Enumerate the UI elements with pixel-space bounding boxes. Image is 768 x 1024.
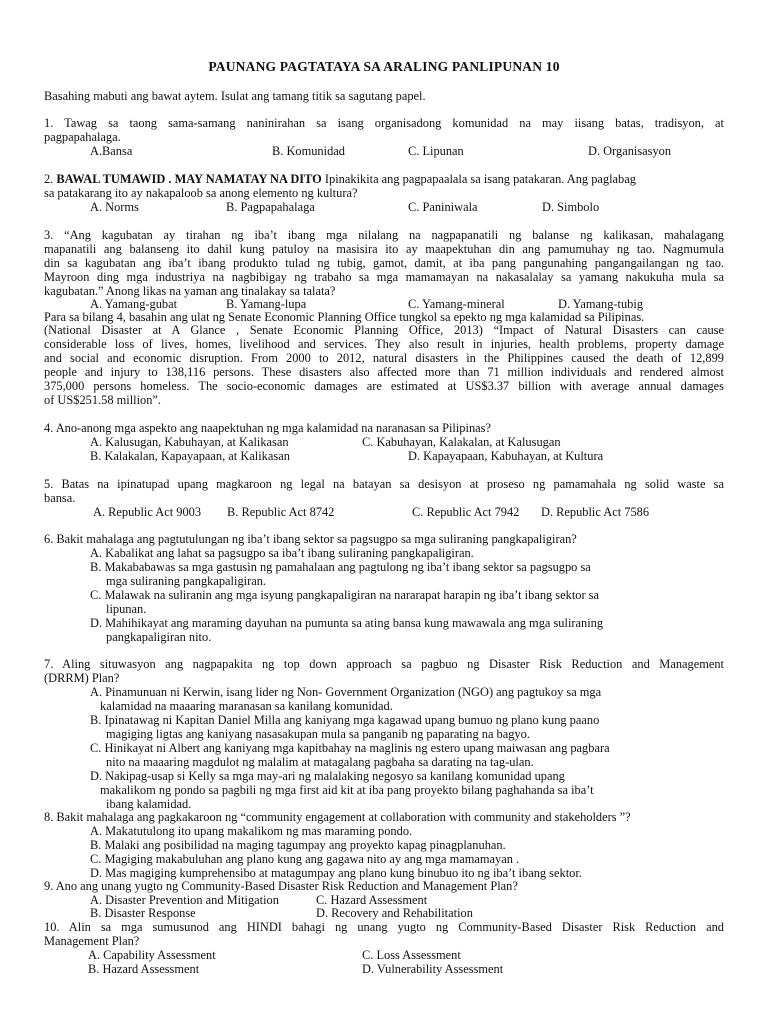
q8-stem: 8. Bakit mahalaga ang pagkakaroon ng “community engagement at collaboration with community and stakeholders ”? [44, 810, 631, 824]
instructions: Basahing mabuti ang bawat aytem. Isulat ang tamang titik sa sagutang papel. [44, 89, 426, 103]
q7-stem-line-2: (DRRM) Plan? [44, 671, 120, 685]
q7-choice-c-cont: nito na maaaring magdulot ng malalim at matagalang pagbaha sa darating na tag-ulan. [106, 755, 534, 769]
q3-stem-line-2: mapanatili ang balanseng ito dahil kung patuloy na masisira ito ay maapektuhan din ang pamumuhay ng tao. Nagmumula [44, 242, 724, 256]
q10-choice-d: D. Vulnerability Assessment [362, 962, 504, 976]
q6-choice-c-cont: lipunan. [106, 602, 147, 616]
q3-choice-a: A. Yamang-gubat [90, 297, 178, 311]
q8-choice-a: A. Makatutulong ito upang makalikom ng mas maraming pondo. [90, 824, 413, 838]
q5-choice-a: A. Republic Act 9003 [93, 505, 202, 519]
q1-stem-line-2: pagpapahalaga. [44, 130, 121, 144]
passage-line-2: (National Disaster at A Glance , Senate Economic Planning Office, 2013) “Impact of Natural Disasters can cause [44, 323, 724, 337]
q2-choice-d: D. Simbolo [542, 200, 600, 214]
q6-stem: 6. Bakit mahalaga ang pagtutulungan ng iba’t ibang sektor sa pagsugpo sa mga suliraning pangkapaligiran? [44, 532, 577, 546]
q7-choice-c: C. Hinikayat ni Albert ang kaniyang mga kapitbahay na maglinis ng estero upang maiwasan ang pagbara [90, 741, 610, 755]
passage-line-5: people and injury to 138,116 persons. These disasters also affected more than 71 million individuals and rendered almost [44, 365, 724, 379]
q2-choice-c: C. Paniniwala [408, 200, 478, 214]
q3-choice-c: C. Yamang-mineral [408, 297, 505, 311]
q9-stem: 9. Ano ang unang yugto ng Community-Based Disaster Risk Reduction and Management Plan? [44, 879, 518, 893]
q7-choice-d-cont-1: makalikom ng pondo sa pagbili ng mga first aid kit at iba pang proyekto bilang paghahanda sa iba’t [100, 783, 594, 797]
q2-choice-a: A. Norms [90, 200, 139, 214]
q7-choice-b: B. Ipinatawag ni Kapitan Daniel Milla ang kaniyang mga kagawad upang bumuo ng plano kung paano [90, 713, 600, 727]
q8-choice-c: C. Magiging makabuluhan ang plano kung ang gagawa nito ay ang mga mamamayan . [90, 852, 520, 866]
q1-stem-line-1: 1. Tawag sa taong sama-samang naninirahan sa isang organisadong komunidad na may iisang batas, tradisyon, at [44, 116, 724, 130]
q1-choice-d: D. Organisasyon [588, 144, 672, 158]
passage-line-6: 375,000 persons homeless. The socio-economic damages are estimated at US$3.37 billion with average annual damages [44, 379, 724, 393]
q1-choice-a: A.Bansa [90, 144, 133, 158]
q6-choice-c: C. Malawak na suliranin ang mga isyung pangkapaligiran na nararapat harapin ng iba’t ibang sektor sa [90, 588, 600, 602]
q3-stem-line-3: din sa kagubatan ang iba’t ibang produkto tulad ng tubig, gamot, damit, at iba pang pangunahing pangangailangan ng tao. [44, 256, 724, 270]
q3-choice-d: D. Yamang-tubig [558, 297, 644, 311]
q9-choice-b: B. Disaster Response [90, 906, 196, 920]
q2-number: 2. [44, 172, 54, 186]
q2-choice-b: B. Pagpapahalaga [226, 200, 315, 214]
passage-line-3: considerable loss of lives, homes, livelihood and services. They also result in injuries, health problems, property damage [44, 337, 724, 351]
q10-stem-line-1: 10. Alin sa mga sumusunod ang HINDI bahagi ng unang yugto ng Community-Based Disaster Risk Reduction and [44, 920, 724, 934]
q10-choice-a: A. Capability Assessment [88, 948, 216, 962]
q10-choice-b: B. Hazard Assessment [88, 962, 200, 976]
q7-choice-d-cont-2: ibang kalamidad. [106, 797, 192, 811]
q4-stem: 4. Ano-anong mga aspekto ang naapektuhan ng mga kalamidad na naranasan sa Pilipinas? [44, 421, 491, 435]
q4-choice-b: B. Kalakalan, Kapayapaan, at Kalikasan [90, 449, 290, 463]
q2-stem-line-1 [44, 172, 724, 186]
passage-line-7: of US$251.58 million”. [44, 393, 162, 407]
q6-choice-a: A. Kabalikat ang lahat sa pagsugpo sa iba’t ibang suliraning pangkapaligiran. [90, 546, 474, 560]
q9-choice-a: A. Disaster Prevention and Mitigation [90, 893, 279, 907]
q10-stem-line-2: Management Plan? [44, 934, 140, 948]
page-title: PAUNANG PAGTATAYA SA ARALING PANLIPUNAN 10 [208, 59, 560, 74]
q3-choice-b: B. Yamang-lupa [226, 297, 307, 311]
q6-choice-d: D. Mahihikayat ang maraming dayuhan na pumunta sa ating bansa kung mawawala ang mga suliraning [90, 616, 604, 630]
q8-choice-b: B. Malaki ang posibilidad na maging tagumpay ang proyekto kapag pinagplanuhan. [90, 838, 506, 852]
q5-choice-c: C. Republic Act 7942 [412, 505, 520, 519]
q4-choice-a: A. Kalusugan, Kabuhayan, at Kalikasan [90, 435, 289, 449]
q3-stem-line-4: Mayroon ding mga industriya na nagbibigay ng trabaho sa mga mamamayan na nakasalalay sa yamang nakukuha mula sa [44, 270, 724, 284]
q7-choice-b-cont: magiging ligtas ang kaniyang nasasakupan mula sa panganib ng paparating na bagyo. [106, 727, 530, 741]
q7-choice-d: D. Nakipag-usap si Kelly sa mga may-ari ng malalaking negosyo sa kanilang komunidad upang [90, 769, 565, 783]
q9-choice-c: C. Hazard Assessment [316, 893, 428, 907]
q6-choice-b: B. Makababawas sa mga gastusin ng pamahalaan ang pagtulong ng iba’t ibang sektor sa pagsugpo sa [90, 560, 591, 574]
q1-choice-b: B. Komunidad [272, 144, 345, 158]
q9-choice-d: D. Recovery and Rehabilitation [316, 906, 473, 920]
passage-line-1: Para sa bilang 4, basahin ang ulat ng Senate Economic Planning Office tungkol sa epekto ng mga kalamidad sa Pilipinas. [44, 310, 645, 324]
q5-stem-line-1: 5. Batas na ipinatupad upang magkaroon ng legal na batayan sa desisyon at proseso ng pamamahala ng solid waste sa [44, 477, 724, 491]
q5-choice-b: B. Republic Act 8742 [227, 505, 335, 519]
q2-stem-rest: Ipinakikita ang pagpapaalala sa isang patakaran. Ang paglabag [321, 172, 636, 186]
q6-choice-b-cont: mga suliraning pangkapaligiran. [106, 574, 267, 588]
q5-stem-line-2: bansa. [44, 491, 76, 505]
q2-stem-line-2: sa patakarang ito ay nakapaloob sa anong elemento ng kultura? [44, 186, 358, 200]
q3-stem-line-5: kagubatan.” Anong likas na yaman ang tinalakay sa talata? [44, 284, 336, 298]
q6-choice-d-cont: pangkapaligiran nito. [106, 630, 212, 644]
q4-choice-d: D. Kapayapaan, Kabuhayan, at Kultura [408, 449, 604, 463]
q1-choice-c: C. Lipunan [408, 144, 464, 158]
q7-stem-line-1: 7. Aling situwasyon ang nagpapakita ng top down approach sa pagbuo ng Disaster Risk Reduction and Management [44, 657, 724, 671]
q8-choice-d: D. Mas magiging kumprehensibo at matagumpay ang plano kung binubuo ito ng iba’t ibang sektor. [90, 866, 582, 880]
q2-sign-text: BAWAL TUMAWID . MAY NAMATAY NA DITO [56, 172, 322, 186]
q4-choice-c: C. Kabuhayan, Kalakalan, at Kalusugan [362, 435, 561, 449]
q3-stem-line-1: 3. “Ang kagubatan ay tirahan ng iba’t ibang mga nilalang na nagpapanatili ng balanse ng kalikasan, mahalagang [44, 228, 724, 242]
q7-choice-a: A. Pinamunuan ni Kerwin, isang lider ng Non- Government Organization (NGO) ang pagtukoy sa mga [90, 685, 602, 699]
q10-choice-c: C. Loss Assessment [362, 948, 461, 962]
q5-choice-d: D. Republic Act 7586 [541, 505, 650, 519]
passage-line-4: and social and economic disruption. From 2000 to 2012, natural disasters in the Philippines caused the death of 12,899 [44, 351, 724, 365]
q7-choice-a-cont: kalamidad na maaaring maranasan sa kanilang komunidad. [100, 699, 393, 713]
